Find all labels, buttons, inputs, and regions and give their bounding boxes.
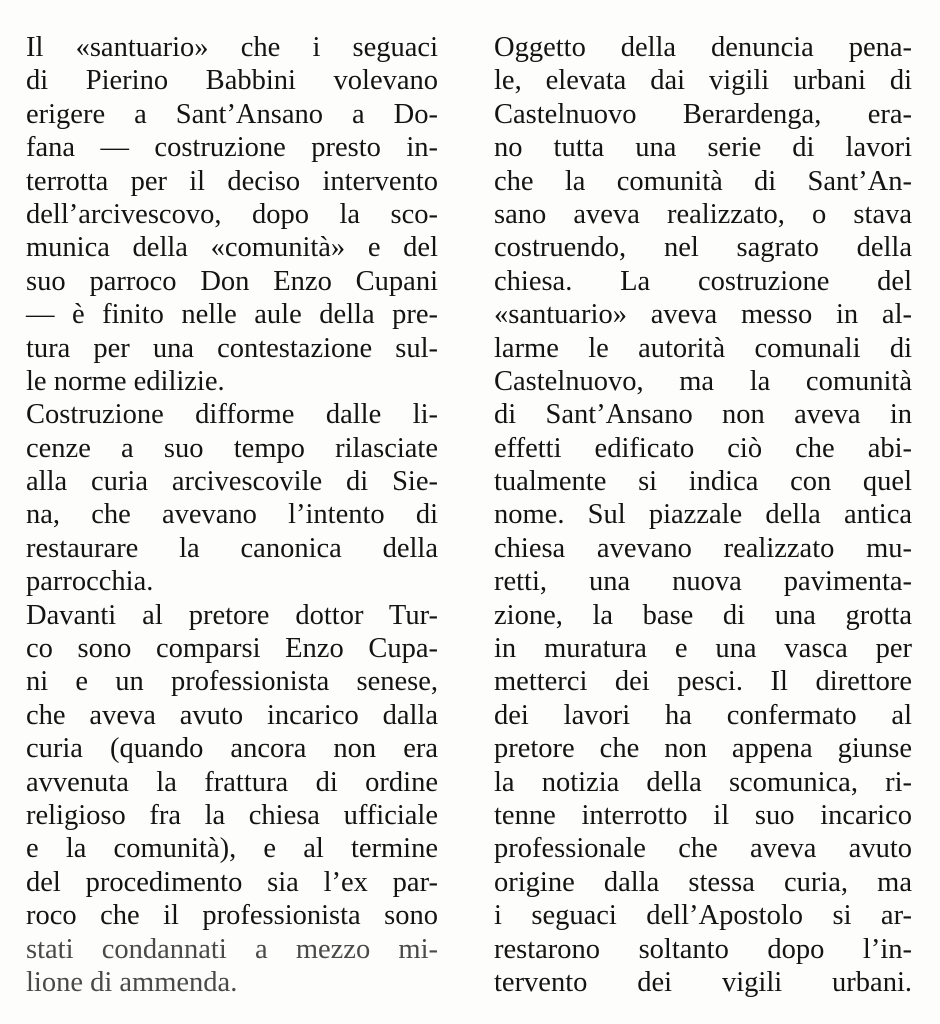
- text-line: del procedimento sia l’ex par-: [26, 866, 438, 898]
- text-line: zione, la base di una grotta: [494, 599, 912, 631]
- text-line: retti, una nuova pavimenta-: [494, 566, 912, 598]
- text-line: roco che il professionista sono: [26, 900, 438, 932]
- text-line: le, elevata dai vigili urbani di: [494, 65, 912, 97]
- text-line: religioso fra la chiesa ufficiale: [26, 799, 438, 831]
- text-line: Il «santuario» che i seguaci: [26, 32, 438, 63]
- text-line: che la comunità di Sant’An-: [494, 165, 912, 197]
- text-line: avvenuta la frattura di ordine: [26, 766, 438, 798]
- text-line: lione di ammenda.: [26, 966, 238, 998]
- text-line: no tutta una serie di lavori: [494, 132, 912, 164]
- left-column: [26, 31, 438, 999]
- text-line: metterci dei pesci. Il direttore: [494, 666, 912, 698]
- text-line: — è finito nelle aule della pre-: [26, 299, 438, 331]
- text-line: la notizia della scomunica, ri-: [494, 766, 912, 798]
- text-line: stati condannati a mezzo mi-: [26, 933, 438, 965]
- text-line: larme le autorità comunali di: [494, 332, 912, 364]
- text-line: dei lavori ha confermato al: [494, 699, 912, 731]
- text-line: di Sant’Ansano non aveva in: [494, 399, 912, 431]
- text-line: origine dalla stessa curia, ma: [494, 866, 912, 898]
- text-line: nome. Sul piazzale della antica: [494, 499, 912, 531]
- text-line: terrotta per il deciso intervento: [26, 165, 438, 197]
- text-line: fana — costruzione presto in-: [26, 132, 438, 164]
- text-line: erigere a Sant’Ansano a Do-: [26, 98, 438, 130]
- text-line: «santuario» aveva messo in al-: [494, 299, 912, 331]
- text-line: che aveva avuto incarico dalla: [26, 699, 438, 731]
- text-line: dell’arcivescovo, dopo la sco-: [26, 198, 438, 230]
- text-line: restarono soltanto dopo l’in-: [494, 933, 912, 965]
- text-line: effetti edificato ciò che abi-: [494, 432, 912, 464]
- text-line: Davanti al pretore dottor Tur-: [26, 599, 438, 631]
- text-line: di Pierino Babbini volevano: [26, 65, 438, 97]
- right-column: [494, 31, 912, 999]
- text-line: Castelnuovo, ma la comunità: [494, 365, 912, 397]
- text-line: ni e un professionista senese,: [26, 666, 438, 698]
- text-line: tenne interrotto il suo incarico: [494, 799, 912, 831]
- text-line: tervento dei vigili urbani.: [494, 966, 912, 998]
- text-line: costruendo, nel sagrato della: [494, 232, 912, 264]
- text-line: na, che avevano l’intento di: [26, 499, 438, 531]
- text-line: sano aveva realizzato, o stava: [494, 198, 912, 230]
- text-line: tualmente si indica con quel: [494, 466, 912, 498]
- text-line: cenze a suo tempo rilasciate: [26, 432, 438, 464]
- text-line: curia (quando ancora non era: [26, 733, 438, 765]
- text-line: e la comunità), e al termine: [26, 833, 438, 865]
- text-line: pretore che non appena giunse: [494, 733, 912, 765]
- text-line: Oggetto della denuncia pena-: [494, 32, 912, 63]
- text-line: Costruzione difforme dalle li-: [26, 399, 438, 431]
- text-line: le norme edilizie.: [26, 365, 225, 397]
- text-line: in muratura e una vasca per: [494, 633, 912, 665]
- text-line: parrocchia.: [26, 566, 154, 598]
- text-line: alla curia arcivescovile di Sie-: [26, 466, 438, 498]
- text-line: tura per una contestazione sul-: [26, 332, 438, 364]
- text-line: chiesa avevano realizzato mu-: [494, 532, 912, 564]
- text-line: co sono comparsi Enzo Cupa-: [26, 633, 438, 665]
- text-line: i seguaci dell’Apostolo si ar-: [494, 900, 912, 932]
- text-line: munica della «comunità» e del: [26, 232, 438, 264]
- text-line: chiesa. La costruzione del: [494, 265, 912, 297]
- text-line: restaurare la canonica della: [26, 532, 438, 564]
- text-line: professionale che aveva avuto: [494, 833, 912, 865]
- text-line: suo parroco Don Enzo Cupani: [26, 265, 438, 297]
- text-line: Castelnuovo Berardenga, era-: [494, 98, 912, 130]
